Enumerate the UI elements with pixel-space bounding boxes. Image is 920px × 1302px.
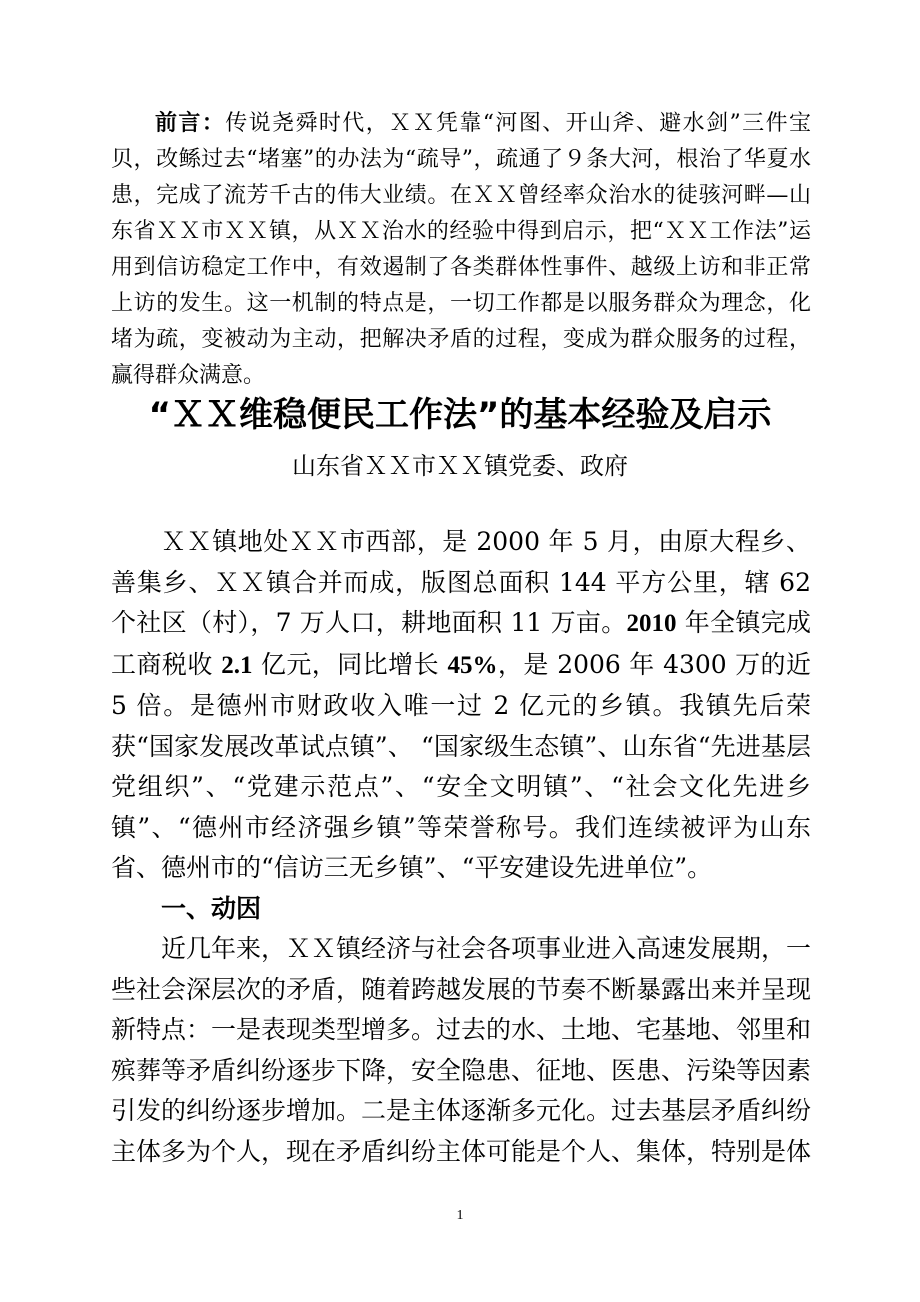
section-paragraph-motive: 近几年来，ＸＸ镇经济与社会各项事业进入高速发展期，一些社会深层次的矛盾，随着跨越发展的节奏不断暴露出来并呈现新特点：一是表现类型增多。过去的水、土地、宅基地、邻里和殡葬等矛盾纠纷逐步下降，安全隐患、征地、医患、污染等因素引发的纠纷逐步增加。二是主体逐渐多元化。过去基层矛盾纠纷主体多为个人，现在矛盾纠纷主体可能是个人、集体，特别是体 xyxy=(111,934,812,1166)
document-subtitle: 山东省ＸＸ市ＸＸ镇党委、政府 xyxy=(292,452,628,480)
preface-text: 传说尧舜时代，ＸＸ凭靠“河图、开山斧、避水剑”三件宝贝，改鲧过去“堵塞”的办法为“疏导”，疏通了９条大河，根治了华夏水患，完成了流芳千古的伟大业绩。在ＸＸ曾经率众治水的徒骇河畔—山东省ＸＸ市ＸＸ镇，从ＸＸ治水的经验中得到启示，把“ＸＸ工作法”运用到信访稳定工作中，有效遏制了各类群体性事件、越级上访和非正常上访的发生。这一机制的特点是，一切工作都是以服务群众为理念，化堵为疏，变被动为主动，把解决矛盾的过程，变成为群众服务的过程，赢得群众满意。 xyxy=(111,111,811,388)
intro-text-3: 亿元，同比增长 xyxy=(252,649,448,679)
body-text xyxy=(111,522,811,1172)
intro-text-2: 年全镇完成工商税收 xyxy=(111,608,811,679)
intro-paragraph xyxy=(111,522,811,889)
page-number: 1 xyxy=(456,1208,464,1223)
intro-text-1: ＸＸ镇地处ＸＸ市西部，是 2000 年 5 月，由原大程乡、善集乡、ＸＸ镇合并而成，版图总面积 144 平方公里，辖 62 个社区（村），7 万人口，耕地面积 11 万亩。 xyxy=(111,527,811,637)
intro-text-4: ，是 2006 年 4300 万的近 5 倍。是德州市财政收入唯一过 2 亿元的乡镇。我镇先后荣获“国家发展改革试点镇”、 “国家级生态镇”、山东省“先进基层党组织”、“党建示范点”、“安全文明镇”、“社会文化先进乡镇”、“德州市经济强乡镇”等荣誉称号。我们连续被评为山东省、德州市的“信访三无乡镇”、“平安建设先进单位”。 xyxy=(111,649,811,882)
preface-label: 前言： xyxy=(155,111,226,136)
document-title: “ＸＸ维稳便民工作法”的基本经验及启示 xyxy=(148,395,772,435)
preface-paragraph xyxy=(111,106,811,394)
intro-bold-growth: 45% xyxy=(447,651,498,679)
intro-bold-year: 2010 xyxy=(626,610,677,637)
intro-bold-tax: 2.1 xyxy=(221,651,253,679)
preface-block xyxy=(111,106,811,394)
section-heading-motive: 一、动因 xyxy=(161,893,262,923)
